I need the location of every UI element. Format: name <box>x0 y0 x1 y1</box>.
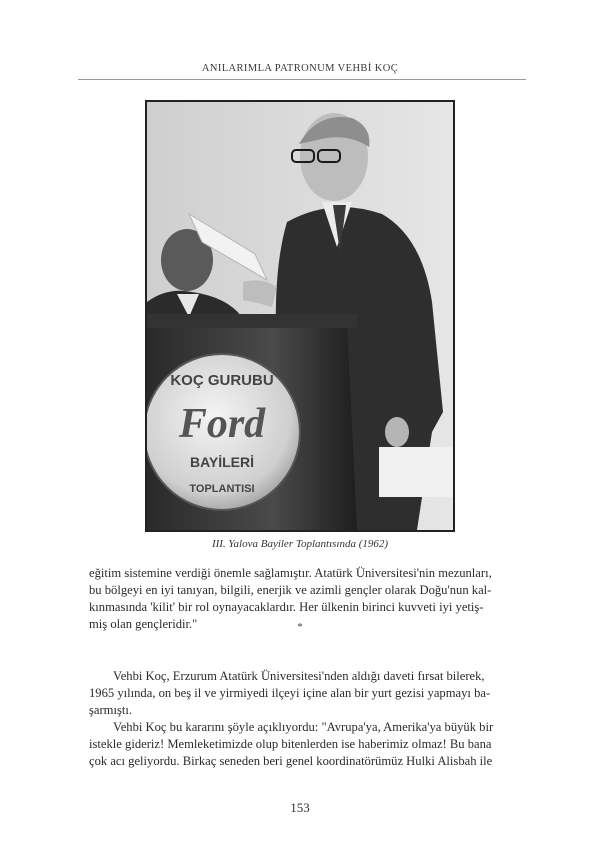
podium <box>147 314 357 530</box>
photo-illustration <box>147 102 453 530</box>
paragraph-line: kınmasında 'kilit' bir rol oynayacaklardır. Her ülkenin birinci kuvveti iyi yetiş- <box>89 600 484 614</box>
photo <box>145 100 455 532</box>
paragraph-line: eğitim sistemine verdiği önemle sağlamıştır. Atatürk Üniversitesi'nin mezunları, <box>89 566 492 580</box>
paragraph-line: Vehbi Koç, Erzurum Atatürk Üniversitesi'nden aldığı daveti fırsat bilerek, <box>113 669 485 683</box>
paragraph-line: 1965 yılında, on beş il ve yirmiyedi ilçeyi içine alan bir yurt gezisi yapmayı ba- <box>89 686 491 700</box>
paragraph-line: bu bölgeyi en iyi tanıyan, bilgili, enerjik ve azimli gençler olarak Doğu'nun kal- <box>89 583 492 597</box>
paragraph-line: istekle gideriz! Memleketimizde olup bitenlerden ise haberimiz olmaz! Bu bana <box>89 737 492 751</box>
sign-top-text: KOÇ GURUBU <box>170 372 274 389</box>
paragraph-2 <box>89 668 519 770</box>
header-divider <box>78 79 526 80</box>
section-separator: * <box>297 621 303 633</box>
paragraph-line: miş olan gençleridir." <box>89 617 198 631</box>
photo-caption: III. Yalova Bayiler Toplantısında (1962) <box>211 538 389 550</box>
sign-line2-text: BAYİLERİ <box>189 454 255 470</box>
sign-brand-text: Ford <box>178 401 266 447</box>
paragraph-line: Vehbi Koç bu kararını şöyle açıklıyordu: "Avrupa'ya, Amerika'ya büyük bir <box>113 720 494 734</box>
paragraph-line: şarmıştı. <box>89 703 133 717</box>
paragraph-line: çok acı geliyordu. Birkaç seneden beri genel koordinatörümüz Hulki Alisbah ile <box>89 754 493 768</box>
table-papers <box>379 447 453 497</box>
page-number: 153 <box>290 800 310 815</box>
running-header: ANILARIMLA PATRONUM VEHBİ KOÇ <box>201 63 399 74</box>
sign-line3-text: TOPLANTISI <box>189 483 255 495</box>
